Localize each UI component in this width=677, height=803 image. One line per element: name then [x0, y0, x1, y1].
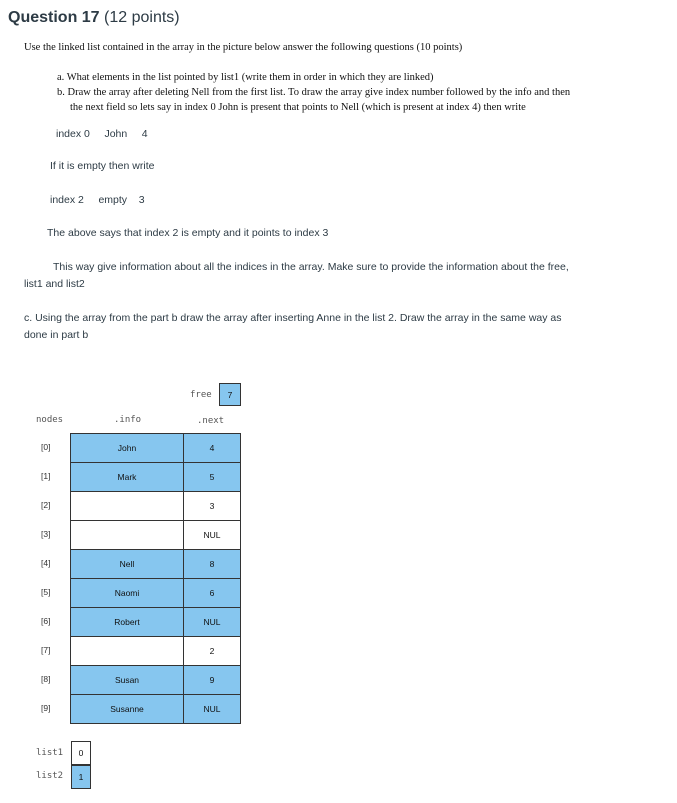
example-index0: index 0 John 4 [56, 128, 148, 140]
part-b-line2: the next field so lets say in index 0 John is present that points to Nell (which is present at index 4) then write [70, 102, 526, 113]
row-index: [0] [41, 442, 51, 452]
next-cell: 9 [183, 665, 241, 695]
info-cell [70, 520, 184, 550]
info-cell [70, 636, 184, 666]
row-index: [8] [41, 674, 51, 684]
next-cell: 4 [183, 433, 241, 463]
info-cell: Nell [70, 549, 184, 579]
list1-value: 0 [71, 741, 91, 765]
row-index: [4] [41, 558, 51, 568]
next-cell: 5 [183, 462, 241, 492]
part-b-line1: b. Draw the array after deleting Nell from the first list. To draw the array give index number followed by the info and then [57, 87, 571, 98]
info-line1: This way give information about all the indices in the array. Make sure to provide the information about the free, [53, 261, 569, 273]
question-title [8, 9, 180, 27]
next-cell: 2 [183, 636, 241, 666]
list1-label: list1 [36, 748, 64, 758]
row-index: [2] [41, 500, 51, 510]
question-intro: Use the linked list contained in the array in the picture below answer the following questions (10 points) [24, 42, 463, 53]
info-cell: John [70, 433, 184, 463]
next-cell: NUL [183, 607, 241, 637]
part-c-line1: c. Using the array from the part b draw the array after inserting Anne in the list 2. Draw the array in the same way as [24, 312, 562, 324]
question-points: (12 points) [104, 9, 180, 26]
row-index: [5] [41, 587, 51, 597]
list2-value: 1 [71, 765, 91, 789]
info-cell: Susan [70, 665, 184, 695]
info-cell: Susanne [70, 694, 184, 724]
example-index2: index 2 empty 3 [50, 194, 145, 206]
next-cell: NUL [183, 520, 241, 550]
row-index: [1] [41, 471, 51, 481]
row-index: [6] [41, 616, 51, 626]
info-header: .info [114, 415, 142, 425]
info-cell: Robert [70, 607, 184, 637]
part-c-line2: done in part b [24, 329, 89, 341]
free-value: 7 [219, 383, 241, 406]
next-cell: 8 [183, 549, 241, 579]
info-cell: Mark [70, 462, 184, 492]
free-label: free [190, 390, 212, 400]
next-cell: 6 [183, 578, 241, 608]
question-number: Question 17 [8, 9, 100, 26]
if-empty-text: If it is empty then write [50, 160, 155, 172]
row-index: [3] [41, 529, 51, 539]
next-cell: NUL [183, 694, 241, 724]
info-cell [70, 491, 184, 521]
row-index: [9] [41, 703, 51, 713]
explain-text: The above says that index 2 is empty and it points to index 3 [47, 227, 329, 239]
next-header: .next [197, 416, 225, 426]
list2-label: list2 [36, 771, 64, 781]
info-line2: list1 and list2 [24, 278, 85, 290]
row-index: [7] [41, 645, 51, 655]
info-cell: Naomi [70, 578, 184, 608]
part-a: a. What elements in the list pointed by list1 (write them in order in which they are linked) [57, 72, 434, 83]
next-cell: 3 [183, 491, 241, 521]
nodes-label: nodes [36, 415, 64, 425]
